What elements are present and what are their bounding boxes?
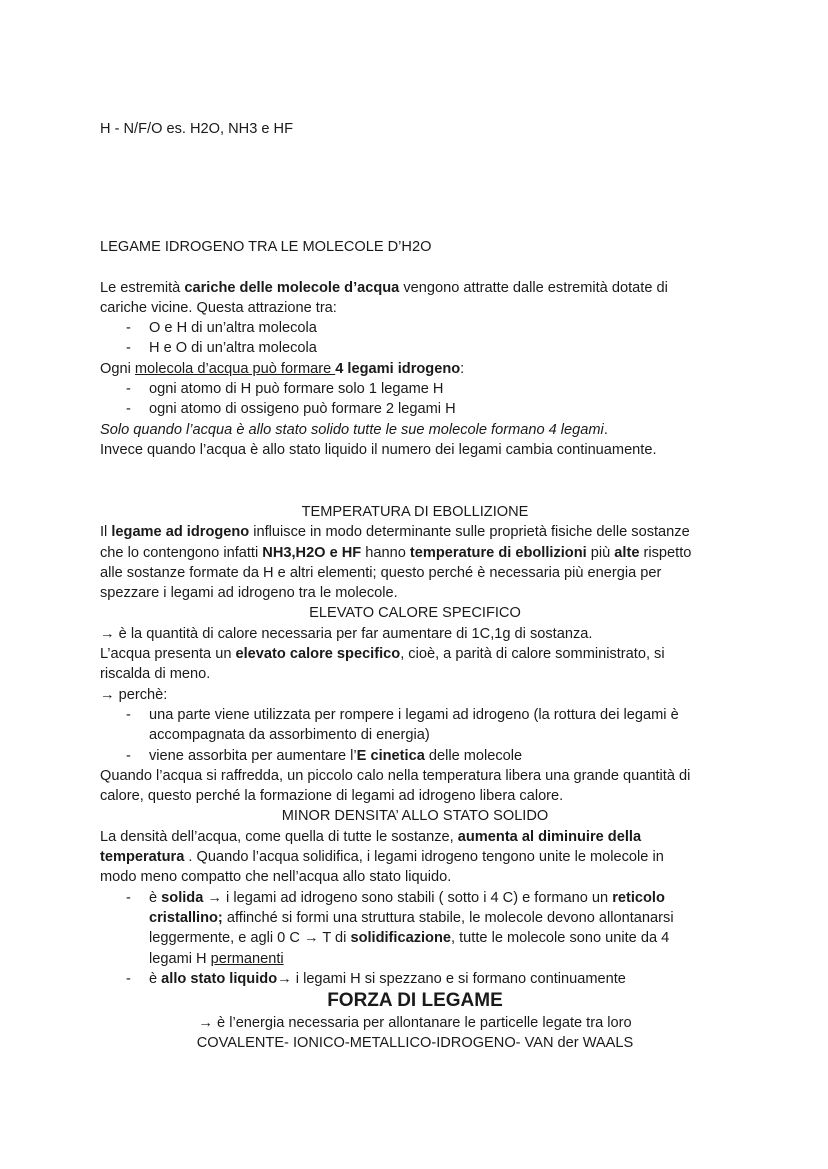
text-line — [100, 685, 730, 705]
subheading — [100, 502, 730, 522]
subheading — [100, 1013, 730, 1033]
text-segment: , tutte le molecole sono unite da 4 — [451, 930, 670, 947]
list-item-line — [100, 399, 730, 419]
text-segment: O e H di un’altra molecola — [149, 320, 317, 337]
text-line — [100, 237, 730, 257]
text-line — [100, 766, 730, 786]
text-segment: : — [460, 360, 465, 377]
list-item-line — [100, 969, 730, 989]
text-segment: riscalda di meno. — [100, 666, 211, 683]
text-segment: Il — [100, 524, 112, 541]
text-segment: è — [149, 889, 162, 906]
text-segment: solida — [161, 889, 204, 906]
hydrogen-bond-water-section — [100, 237, 730, 460]
text-segment: Ogni — [100, 360, 135, 377]
text-line — [100, 583, 730, 603]
text-line — [100, 257, 730, 277]
bullet-dash-icon: - — [126, 320, 131, 337]
text-segment: allo stato liquido — [161, 970, 278, 987]
text-segment: cariche delle molecole d’acqua — [184, 279, 400, 296]
text-segment: MINOR DENSITA’ ALLO STATO SOLIDO — [281, 808, 549, 825]
text-segment: TEMPERATURA DI EBOLLIZIONE — [301, 504, 529, 520]
bullet-dash-icon: - — [126, 340, 131, 357]
list-item-line — [100, 746, 730, 766]
text-segment: affinché si formi una struttura stabile, le molecole devono allontanarsi — [222, 909, 674, 926]
text-line — [100, 867, 730, 887]
text-line — [100, 278, 730, 298]
list-item-line — [100, 888, 730, 908]
text-segment: LEGAME IDROGENO TRA LE MOLECOLE D’H2O — [100, 239, 432, 255]
text-line — [100, 644, 730, 664]
text-segment: delle molecole — [424, 747, 523, 764]
text-segment: Le estremità — [100, 279, 185, 296]
text-segment: → i legami H si spezzano e si formano continuamente — [277, 970, 626, 987]
list-item-line — [100, 379, 730, 399]
text-segment: aumenta al diminuire della — [457, 828, 642, 845]
text-segment: → è l’energia necessaria per allontanare le particelle legate tra loro — [198, 1015, 632, 1032]
text-segment: è — [149, 970, 162, 987]
text-segment: ELEVATO CALORE SPECIFICO — [309, 605, 521, 622]
text-segment: temperatura — [100, 849, 185, 866]
list-item-line — [100, 318, 730, 338]
text-segment: Quando l’acqua si raffredda, un piccolo calo nella temperatura libera una grande quantità di — [100, 767, 691, 784]
subheading — [100, 806, 730, 826]
bullet-dash-icon: - — [126, 381, 131, 398]
text-segment: permanenti — [210, 950, 284, 967]
text-line — [100, 624, 730, 644]
text-segment: alle sostanze formate da H e altri elementi; questo perché è necessaria più energia per — [100, 564, 662, 581]
text-segment: cristallino; — [149, 909, 223, 926]
text-segment: FORZA DI LEGAME — [327, 990, 503, 1012]
list-item-line — [100, 908, 730, 928]
text-segment: temperature di ebollizioni — [409, 544, 587, 561]
text-segment: . — [603, 421, 608, 438]
text-segment: H e O di un’altra molecola — [149, 340, 317, 357]
text-line — [100, 359, 730, 379]
text-segment: accompagnata da assorbimento di energia) — [149, 727, 430, 744]
text-segment: La densità dell’acqua, come quella di tutte le sostanze, — [100, 828, 458, 845]
text-line — [100, 298, 730, 318]
text-segment: COVALENTE- IONICO-METALLICO-IDROGENO- VAN der WAALS — [196, 1035, 634, 1052]
text-segment: 4 legami idrogeno — [335, 360, 461, 377]
text-segment: hanno — [361, 544, 410, 561]
text-segment: leggermente, e agli 0 C → T di — [149, 930, 351, 947]
text-segment: ogni atomo di H può formare solo 1 legame H — [149, 381, 444, 398]
list-item-line — [100, 725, 730, 745]
text-segment: cariche vicine. Questa attrazione tra: — [100, 299, 337, 316]
text-segment: NH3,H2O e HF — [262, 544, 362, 561]
subheading — [100, 603, 730, 623]
subheading — [100, 1033, 730, 1053]
list-item-line — [100, 705, 730, 725]
text-segment: Invece quando l’acqua è allo stato liquido il numero dei legami cambia continuamente. — [100, 441, 657, 458]
text-segment: elevato calore specifico — [235, 646, 401, 663]
text-segment: molecola d’acqua può formare — [134, 360, 336, 377]
bullet-dash-icon: - — [126, 747, 131, 764]
text-line — [100, 440, 730, 460]
text-line — [100, 563, 730, 583]
text-segment: solidificazione — [350, 930, 452, 947]
text-line — [100, 119, 730, 139]
text-segment: rispetto — [639, 544, 692, 561]
text-line — [100, 664, 730, 684]
text-segment: L’acqua presenta un — [100, 646, 236, 663]
text-segment: → perchè: — [100, 686, 168, 703]
text-segment: Solo quando l’acqua è allo stato solido tutte le sue molecole formano 4 legami — [100, 421, 604, 438]
text-segment: calore, questo perché la formazione di legami ad idrogeno libera calore. — [100, 788, 564, 805]
section-heading — [100, 989, 730, 1013]
text-segment: viene assorbita per aumentare l’ — [149, 747, 357, 764]
text-segment: ogni atomo di ossigeno può formare 2 legami H — [149, 401, 456, 418]
text-segment: → è la quantità di calore necessaria per far aumentare di 1C,1g di sostanza. — [100, 625, 593, 642]
text-segment: spezzare i legami ad idrogeno tra le molecole. — [100, 585, 398, 602]
text-line — [100, 522, 730, 542]
list-item-line — [100, 338, 730, 358]
list-item-line — [100, 949, 730, 969]
text-line — [100, 420, 730, 440]
water-properties-section — [100, 502, 730, 1054]
text-segment: → i legami ad idrogeno sono stabili ( sotto i 4 C) e formano un — [203, 889, 613, 906]
text-segment: vengono attratte dalle estremità dotate di — [399, 279, 668, 296]
bullet-dash-icon: - — [126, 706, 131, 723]
text-segment: , cioè, a parità di calore somministrato, si — [400, 646, 665, 663]
text-segment: influisce in modo determinante sulle proprietà fisiche delle sostanze — [249, 524, 690, 541]
text-segment: E cinetica — [356, 747, 425, 764]
text-segment: H - N/F/O es. H2O, NH3 e HF — [100, 121, 293, 137]
text-line — [100, 543, 730, 563]
text-segment: reticolo — [612, 889, 665, 906]
bullet-dash-icon: - — [126, 889, 131, 906]
text-line — [100, 847, 730, 867]
intro-section — [100, 119, 730, 139]
text-segment: legami H — [149, 950, 211, 967]
text-segment: che lo contengono infatti — [100, 544, 263, 561]
text-line — [100, 827, 730, 847]
text-segment: legame ad idrogeno — [111, 524, 250, 541]
list-item-line — [100, 928, 730, 948]
text-segment: una parte viene utilizzata per rompere i legami ad idrogeno (la rottura dei legami è — [149, 706, 679, 723]
text-segment: alte — [614, 544, 640, 561]
text-line — [100, 786, 730, 806]
text-segment: . Quando l’acqua solidifica, i legami idrogeno tengono unite le molecole in — [184, 849, 664, 866]
bullet-dash-icon: - — [126, 970, 131, 987]
text-segment: più — [586, 544, 615, 561]
text-segment: modo meno compatto che nell’acqua allo stato liquido. — [100, 869, 452, 886]
bullet-dash-icon: - — [126, 401, 131, 418]
